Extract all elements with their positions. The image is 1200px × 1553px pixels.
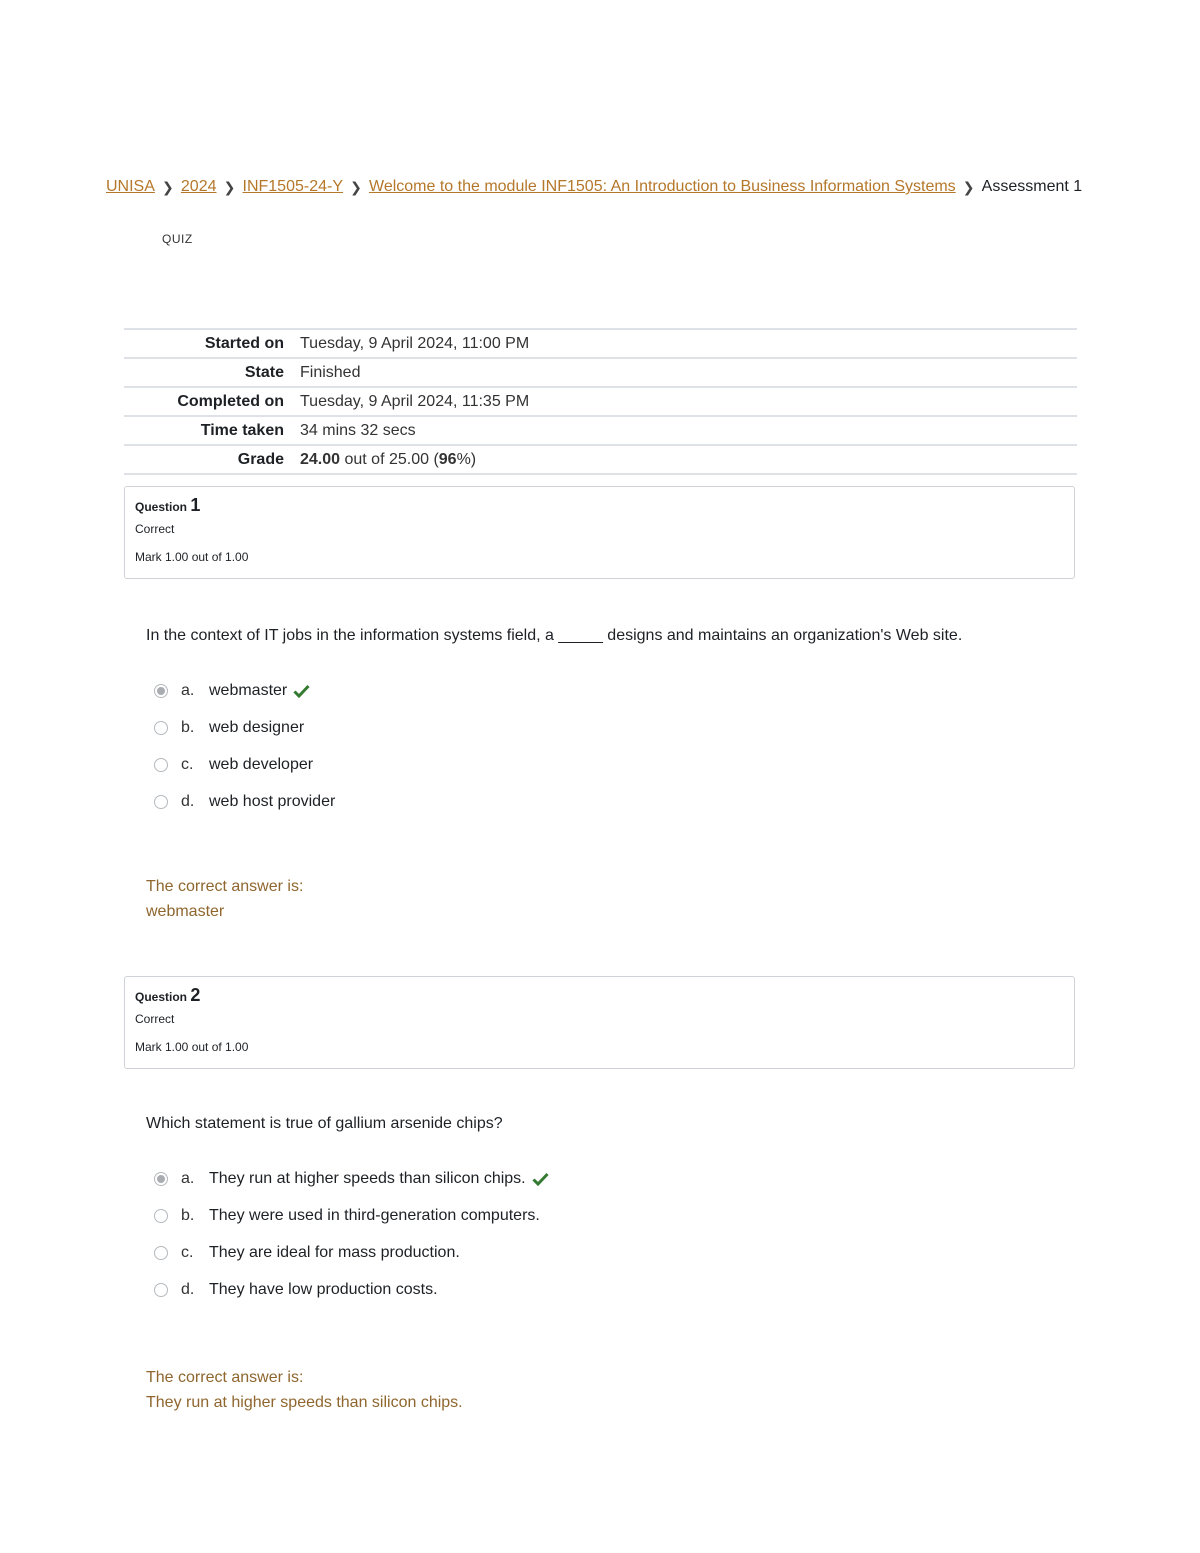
question-number xyxy=(135,985,1064,1006)
summary-value: Finished xyxy=(300,363,361,381)
summary-row-time xyxy=(124,416,1077,445)
chevron-right-icon: ❯ xyxy=(350,178,362,195)
radio-button[interactable] xyxy=(154,1172,168,1186)
summary-row-started xyxy=(124,329,1077,358)
checkmark-icon xyxy=(293,684,310,698)
question-label: Question xyxy=(135,500,188,514)
grade-percent-end: %) xyxy=(456,450,477,468)
question-mark: Mark 1.00 out of 1.00 xyxy=(135,1040,249,1054)
quiz-summary-table xyxy=(124,328,1077,475)
option-letter: c. xyxy=(181,755,194,773)
question-num: 1 xyxy=(190,495,201,515)
question-text: In the context of IT jobs in the information systems field, a _____ designs and maintains an organization's Web site. xyxy=(146,627,963,644)
summary-row-completed xyxy=(124,387,1077,416)
option-text: They were used in third-generation computers. xyxy=(209,1206,540,1224)
answer-option[interactable] xyxy=(154,1234,549,1271)
option-letter: a. xyxy=(181,681,195,699)
radio-button[interactable] xyxy=(154,795,168,809)
question-mark: Mark 1.00 out of 1.00 xyxy=(135,550,249,564)
chevron-right-icon: ❯ xyxy=(223,178,236,195)
radio-button[interactable] xyxy=(154,721,168,735)
chevron-right-icon: ❯ xyxy=(162,178,174,195)
summary-row-grade xyxy=(124,445,1077,474)
question-info xyxy=(124,486,1075,579)
question-num: 2 xyxy=(190,985,201,1005)
breadcrumb-link-section[interactable]: Welcome to the module INF1505: An Introduction to Business Information Systems xyxy=(369,178,956,195)
breadcrumb-link-course[interactable]: INF1505-24-Y xyxy=(242,178,343,195)
option-letter: d. xyxy=(181,792,195,810)
option-letter: c. xyxy=(181,1243,194,1261)
feedback-answer: webmaster xyxy=(146,903,225,920)
radio-button[interactable] xyxy=(154,1209,168,1223)
summary-value xyxy=(298,445,1077,474)
answer-option[interactable] xyxy=(154,1271,549,1308)
option-text: web developer xyxy=(209,755,314,773)
answer-option[interactable] xyxy=(154,783,335,820)
question-info xyxy=(124,976,1075,1069)
activity-type-label: QUIZ xyxy=(162,232,193,246)
question-text: Which statement is true of gallium arsenide chips? xyxy=(146,1115,503,1132)
option-letter: a. xyxy=(181,1169,195,1187)
breadcrumb-link-unisa[interactable]: UNISA xyxy=(106,178,155,195)
summary-value: 34 mins 32 secs xyxy=(300,421,416,439)
answer-option[interactable] xyxy=(154,1197,549,1234)
option-letter: b. xyxy=(181,1206,195,1224)
correct-answer-feedback xyxy=(146,874,303,924)
answer-option[interactable] xyxy=(154,672,335,709)
summary-row-state xyxy=(124,358,1077,387)
grade-score: 24.00 xyxy=(300,450,341,468)
radio-button[interactable] xyxy=(154,758,168,772)
radio-button[interactable] xyxy=(154,1283,168,1297)
answer-options xyxy=(154,672,335,820)
breadcrumb-current: Assessment 1 xyxy=(981,178,1083,195)
summary-label: State xyxy=(244,363,284,381)
grade-percent: 96 xyxy=(438,450,457,468)
feedback-label: The correct answer is: xyxy=(146,1369,304,1386)
summary-label: Grade xyxy=(237,450,284,468)
answer-options xyxy=(154,1160,549,1308)
answer-option[interactable] xyxy=(154,1160,549,1197)
summary-value: Tuesday, 9 April 2024, 11:00 PM xyxy=(300,334,530,352)
option-letter: d. xyxy=(181,1280,195,1298)
correct-answer-feedback xyxy=(146,1365,463,1415)
question-state: Correct xyxy=(135,522,175,536)
radio-button[interactable] xyxy=(154,684,168,698)
feedback-label: The correct answer is: xyxy=(146,878,304,895)
feedback-answer: They run at higher speeds than silicon chips. xyxy=(146,1394,463,1411)
chevron-right-icon: ❯ xyxy=(962,178,975,195)
answer-option[interactable] xyxy=(154,709,335,746)
radio-button[interactable] xyxy=(154,1246,168,1260)
question-number xyxy=(135,495,1064,516)
summary-label: Started on xyxy=(204,334,284,352)
question-state: Correct xyxy=(135,1012,175,1026)
breadcrumb xyxy=(106,178,1196,196)
grade-out-of: out of 25.00 ( xyxy=(340,450,439,468)
option-letter: b. xyxy=(181,718,195,736)
option-text: web designer xyxy=(209,718,305,736)
question-label: Question xyxy=(135,990,188,1004)
option-text: webmaster xyxy=(209,681,288,699)
option-text: They run at higher speeds than silicon chips. xyxy=(209,1169,526,1187)
answer-option[interactable] xyxy=(154,746,335,783)
option-text: web host provider xyxy=(209,792,336,810)
option-text: They have low production costs. xyxy=(209,1280,438,1298)
summary-label: Time taken xyxy=(200,421,284,439)
checkmark-icon xyxy=(532,1172,549,1186)
option-text: They are ideal for mass production. xyxy=(209,1243,460,1261)
breadcrumb-link-year[interactable]: 2024 xyxy=(180,178,217,195)
summary-label: Completed on xyxy=(177,392,284,410)
summary-value: Tuesday, 9 April 2024, 11:35 PM xyxy=(300,392,530,410)
